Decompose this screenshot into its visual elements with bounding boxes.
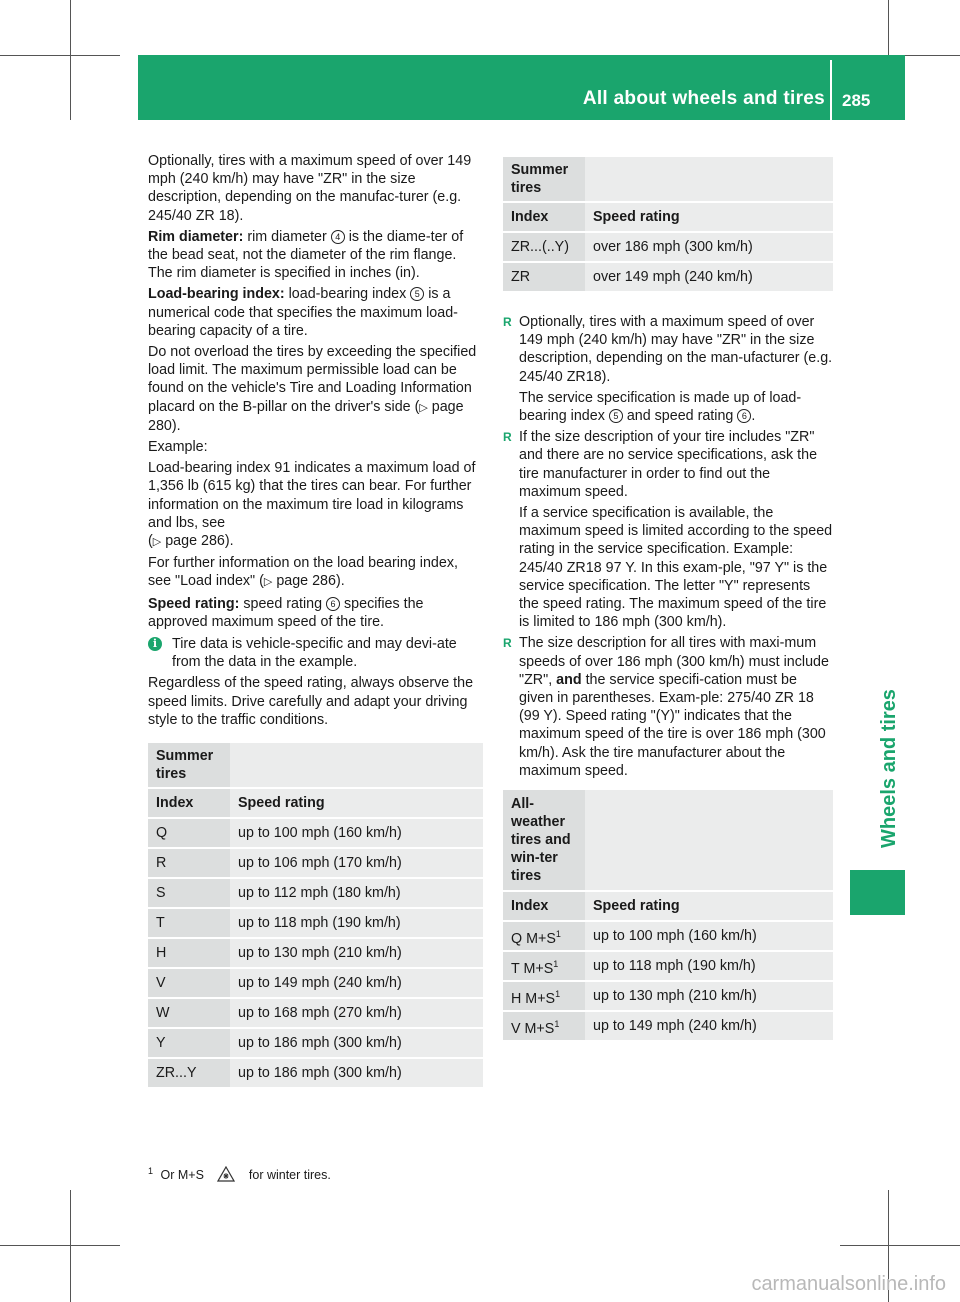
watermark: carmanualsonline.info — [751, 1273, 946, 1295]
page-ref-link[interactable]: page 286). — [165, 533, 234, 550]
cell-index: S — [148, 879, 230, 907]
callout-number: 5 — [410, 287, 424, 301]
crop-mark — [70, 1190, 71, 1302]
crop-mark — [0, 1245, 120, 1246]
cell-index: W — [148, 999, 230, 1027]
cell-index: R — [148, 849, 230, 877]
cell-index: Y — [148, 1029, 230, 1057]
term-label: Speed rating: — [148, 595, 240, 612]
cell-rating: up to 112 mph (180 km/h) — [230, 879, 483, 907]
cell-rating: up to 130 mph (210 km/h) — [230, 939, 483, 967]
column-header-index: Index — [148, 789, 230, 817]
table-category: Summer tires — [503, 157, 585, 201]
cell-index: V $M+S^1$ — [503, 1012, 585, 1040]
side-tab-marker — [850, 870, 905, 915]
page-ref-arrow-icon: ▷ — [419, 401, 428, 414]
cell-rating: up to 149 mph (240 km/h) — [585, 1012, 833, 1040]
paragraph: Regardless of the speed rating, always observe the speed limits. Drive carefully and adapt your driving style to the traffic conditions. — [148, 675, 474, 728]
column-header-rating: Speed rating — [230, 789, 483, 817]
paragraph-load: Load-bearing index: load-bearing index 5 is a numerical code that specifies the maximum load-bearing capacity of a tire. — [148, 286, 458, 339]
column-header-rating: Speed rating — [585, 892, 833, 920]
footnote-number: 1 — [148, 1166, 154, 1176]
page-ref-arrow-icon: ▷ — [263, 576, 273, 589]
cell-index: Q $M+S^1$ — [503, 922, 585, 950]
cell-index: Q — [148, 819, 230, 847]
info-icon: i — [148, 637, 162, 651]
callout-number: 5 — [609, 409, 623, 423]
speed-rating-table-allweather — [503, 788, 833, 1042]
cell-rating: up to 100 mph (160 km/h) — [230, 819, 483, 847]
crop-mark — [70, 0, 71, 120]
cell-rating: up to 100 mph (160 km/h) — [585, 922, 833, 950]
cell-index: H — [148, 939, 230, 967]
cell-rating: up to 106 mph (170 km/h) — [230, 849, 483, 877]
cell-index: ZR — [503, 263, 585, 291]
cell-rating: up to 168 mph (270 km/h) — [230, 999, 483, 1027]
cell-index: H $M+S^1$ — [503, 982, 585, 1010]
paragraph: Do not overload the tires by exceeding the specified load limit. The maximum permissible load can be found on the vehicle's Tire and Loading Information placard on the B-pillar on the driver's side (▷ page 280). — [148, 344, 477, 434]
term-label: Load-bearing index: — [148, 286, 285, 303]
paragraph: Example: — [148, 439, 208, 456]
crop-mark — [0, 55, 120, 56]
table-category: Summer tires — [148, 743, 230, 787]
term-label: Rim diameter: — [148, 228, 244, 245]
paragraph: Load-bearing index 91 indicates a maximum load of 1,356 lb (615 kg) that the tires can bear. For further information on the maximum tire load in kilograms and lbs, see (▷ page 286). — [148, 460, 476, 550]
column-header-index: Index — [503, 203, 585, 231]
page-number: 285 — [842, 91, 871, 110]
table-category: All-weather tires and win-ter tires — [503, 790, 585, 890]
list-item: R The size description for all tires with maxi-mum speeds of over 186 mph (300 km/h) must include "ZR", and the service specifi-cation must be given in parentheses. Exam-ple: 275/40 ZR 18 (99 Y). Speed rating "(Y)" indicates that the maximum speed of the tire is over 186 mph (300 km/h). Ask the tire manufacturer about the maximum speed. — [503, 634, 833, 780]
paragraph-rim: Rim diameter: rim diameter 4 is the diame-ter of the bead seat, not the diameter of the rim flange. The rim diameter is specified in inches (in). — [148, 228, 464, 282]
info-note — [148, 635, 483, 671]
crop-mark — [840, 1245, 960, 1246]
callout-number: 4 — [331, 230, 345, 244]
cell-rating: over 149 mph (240 km/h) — [585, 263, 833, 291]
list-item: R Optionally, tires with a maximum speed of over 149 mph (240 km/h) may have "ZR" in the size description, depending on the man-ufacturer (e.g. 245/40 ZR18). The service specification is made up of load-bearing index 5 and speed rating 6 . — [503, 313, 833, 425]
speed-rating-table-summer — [148, 741, 483, 1089]
snowflake-mountain-icon — [217, 1166, 235, 1182]
column-header-index: Index — [503, 892, 585, 920]
cell-index: ZR...Y — [148, 1059, 230, 1087]
cell-rating: over 186 mph (300 km/h) — [585, 233, 833, 261]
paragraph: Optionally, tires with a maximum speed of over 149 mph (240 km/h) may have "ZR" in the size description, depending on the manufac-turer (e.g. 245/40 ZR 18). — [148, 153, 472, 224]
cell-index: V — [148, 969, 230, 997]
column-header-rating: Speed rating — [585, 203, 833, 231]
callout-number: 6 — [326, 597, 340, 611]
footnote: $^1$ Or M+S for winter tires. — [148, 1166, 331, 1183]
page-ref-arrow-icon: ▷ — [152, 536, 162, 549]
header-divider — [830, 60, 832, 120]
cell-rating: up to 118 mph (190 km/h) — [585, 952, 833, 980]
left-column — [148, 152, 483, 1089]
cell-rating: up to 149 mph (240 km/h) — [230, 969, 483, 997]
callout-number: 6 — [737, 409, 751, 423]
cell-index: ZR...(..Y) — [503, 233, 585, 261]
page-ref-link[interactable]: page 286). — [276, 573, 345, 590]
paragraph-speed: Speed rating: speed rating 6 specifies the approved maximum speed of the tire. — [148, 595, 424, 630]
cell-index: T — [148, 909, 230, 937]
page-title: All about wheels and tires — [582, 88, 825, 109]
info-text: Tire data is vehicle-specific and may devi-ate from the data in the example. — [172, 636, 457, 671]
list-item: R If the size description of your tire includes "ZR" and there are no service specifications, ask the tire manufacturer in order to find out the maximum speed. If a service specification is available, the maximum speed is limited according to the speed rating in the service specification. Example: 245/40 ZR18 97 Y. In this exam-ple, "97 Y" is the service specification. The letter "Y" represents the speed rating. The maximum speed of the tire is limited to 186 mph (300 km/h). — [503, 428, 833, 631]
bullet-list — [503, 313, 833, 780]
cell-rating: up to 186 mph (300 km/h) — [230, 1059, 483, 1087]
cell-rating: up to 118 mph (190 km/h) — [230, 909, 483, 937]
cell-index: T $M+S^1$ — [503, 952, 585, 980]
cell-rating: up to 186 mph (300 km/h) — [230, 1029, 483, 1057]
paragraph: For further information on the load bearing index, see "Load index" (▷ page 286). — [148, 555, 458, 590]
page-ref-link[interactable]: page 280). — [148, 398, 464, 434]
side-tab-label: Wheels and tires — [878, 689, 900, 848]
cell-rating: up to 130 mph (210 km/h) — [585, 982, 833, 1010]
right-column — [503, 155, 833, 1042]
speed-rating-table-summer-zr — [503, 155, 833, 293]
